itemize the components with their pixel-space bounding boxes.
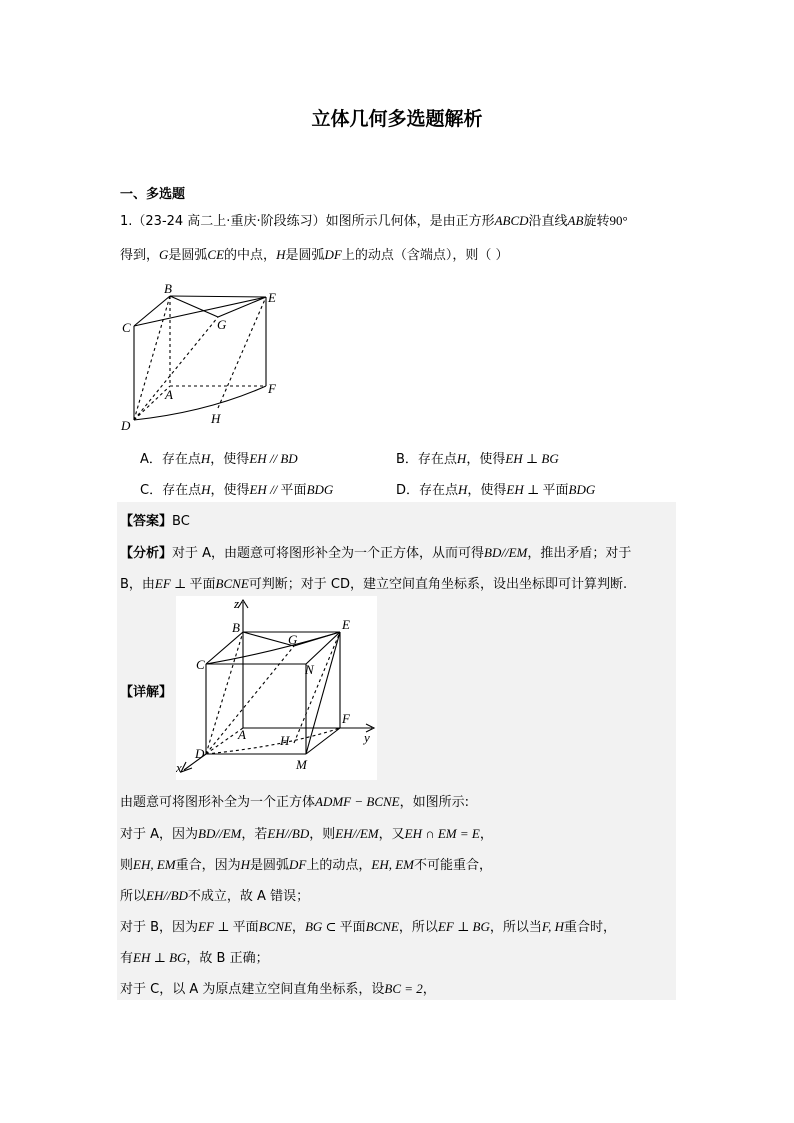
math-expr: EH // BD: [249, 451, 298, 466]
fig2-label: N: [305, 662, 314, 677]
math-ab: AB: [567, 213, 584, 228]
math-expr: BCNE: [258, 919, 292, 934]
math-h: H: [276, 247, 286, 262]
detail-text: 对于 C，以 A 为原点建立空间直角坐标系，设: [120, 982, 385, 997]
detail-text: ，如图所示:: [399, 795, 470, 810]
option-text: A．存在点: [140, 452, 201, 467]
math-h: H: [458, 482, 468, 497]
answer-value: BC: [172, 514, 190, 529]
math-expr: EH ⊥ BG: [505, 451, 559, 466]
detail-text: ，所以当: [489, 920, 542, 935]
detail-text: 对于 B，因为: [120, 920, 199, 935]
math-expr: BC = 2: [384, 981, 423, 996]
option-d: [396, 479, 595, 498]
detail-text: 是圆弧: [250, 858, 290, 873]
answer-line: [120, 510, 190, 529]
math-expr: H: [240, 857, 251, 872]
option-c: [140, 479, 333, 498]
math-expr: DF: [289, 857, 307, 872]
math-expr: EH ∩ EM = E: [404, 826, 480, 841]
detail-text: ，故 B 正确；: [186, 951, 269, 966]
detail-line-4: [120, 885, 309, 904]
detail-label: 【详解】: [120, 685, 173, 700]
analysis-text: B，由: [120, 577, 155, 592]
figure-solid: [118, 280, 288, 435]
math-arc-ce: CE: [207, 247, 225, 262]
section-heading: 一、多选题: [120, 187, 186, 202]
math-expr: EH//BD: [267, 826, 310, 841]
math-abcd: ABCD: [494, 213, 529, 228]
math-expr: EH, EM: [133, 857, 176, 872]
detail-text: 由题意可将图形补全为一个正方体: [120, 795, 316, 810]
math-expr: EH ⊥: [506, 482, 543, 497]
math-expr: BDG: [306, 482, 334, 497]
analysis-text: 平面: [189, 577, 216, 592]
option-text: 平面: [280, 483, 307, 498]
fig2-label: D: [195, 746, 205, 761]
math-angle: 90°: [609, 213, 628, 228]
detail-text: ，若: [241, 827, 268, 842]
fig2-label: H: [280, 733, 290, 748]
fig1-label: B: [164, 281, 172, 296]
fig1-label: C: [122, 320, 131, 335]
option-text: ，使得: [466, 452, 506, 467]
fig2-label: E: [342, 617, 350, 632]
detail-line-2: [120, 823, 493, 842]
option-text: 平面: [542, 483, 569, 498]
fig2-label: z: [234, 596, 240, 611]
math-h: H: [200, 451, 211, 466]
detail-text: 上的动点，: [306, 858, 372, 873]
page-title: 立体几何多选题解析: [311, 108, 483, 130]
fig2-label: x: [176, 760, 182, 775]
detail-text: ，则: [309, 827, 336, 842]
math-expr: BD//EM: [198, 826, 242, 841]
analysis-text: ，推出矛盾；对于: [527, 546, 632, 561]
math-expr: EF ⊥: [198, 919, 233, 934]
analysis-label: 【分析】: [120, 546, 173, 561]
option-a: [140, 448, 298, 467]
question-text: 沿直线: [528, 214, 568, 229]
math-expr: F, H: [541, 919, 565, 934]
fig1-label: H: [211, 411, 221, 426]
question-text: 得到，: [120, 248, 160, 263]
math-expr: EH //: [249, 482, 281, 497]
option-text: ，使得: [210, 452, 250, 467]
math-expr: EH ⊥ BG: [133, 950, 187, 965]
analysis-text: 可判断；对于 CD，建立空间直角坐标系，设出坐标即可计算判断.: [248, 577, 628, 592]
math-expr: BCNE: [215, 576, 249, 591]
fig2-label: A: [238, 727, 246, 742]
question-text: 旋转: [583, 214, 610, 229]
detail-text: ，又: [378, 827, 405, 842]
math-expr: EH, EM: [371, 857, 415, 872]
math-expr: EF ⊥ BG: [437, 919, 490, 934]
math-expr: BDG: [568, 482, 596, 497]
fig1-label: G: [217, 317, 227, 332]
question-text: 是圆弧: [168, 248, 208, 263]
detail-line-6: [120, 947, 269, 966]
detail-line-3: [120, 854, 492, 873]
fig2-label: G: [288, 632, 298, 647]
math-expr: ADMF − BCNE: [315, 794, 400, 809]
option-text: B．存在点: [396, 452, 457, 467]
math-g: G: [159, 247, 169, 262]
analysis-line-2: [120, 573, 627, 592]
fig2-label: M: [296, 757, 307, 772]
question-line-2: [120, 244, 508, 263]
detail-text: ，所以: [398, 920, 438, 935]
detail-text: ，: [479, 827, 493, 842]
math-expr: EH//EM: [335, 826, 379, 841]
math-arc-df: DF: [324, 247, 342, 262]
option-text: ，使得: [467, 483, 507, 498]
fig2-label: F: [342, 711, 350, 726]
detail-line-5: [120, 916, 616, 935]
detail-text: 所以: [120, 889, 147, 904]
math-expr: EH//BD: [146, 888, 188, 903]
answer-label: 【答案】: [120, 514, 173, 529]
math-expr: EF ⊥: [154, 576, 190, 591]
option-text: C．存在点: [140, 483, 202, 498]
detail-text: 平面: [232, 920, 259, 935]
question-text: 上的动点（含端点），则（ ）: [341, 248, 509, 263]
math-expr: BCNE: [365, 919, 399, 934]
detail-text: 平面: [339, 920, 366, 935]
question-line-1: [120, 210, 628, 229]
figure-cube: [176, 596, 377, 780]
math-h: H: [201, 482, 211, 497]
detail-text: 重合，因为: [175, 858, 241, 873]
question-text: 是圆弧: [285, 248, 325, 263]
analysis-text: 对于 A，由题意可将图形补全为一个正方体，从而可得: [172, 546, 485, 561]
option-text: ，使得: [210, 483, 250, 498]
math-expr: BD//EM: [484, 545, 528, 560]
question-text: 的中点，: [224, 248, 277, 263]
question-text: 1.（23-24 高二上·重庆·阶段练习）如图所示几何体，是由正方形: [120, 214, 495, 229]
option-text: D．存在点: [396, 483, 459, 498]
fig1-label: F: [268, 381, 276, 396]
detail-text: 不可能重合，: [414, 858, 493, 873]
detail-text: 重合时，: [564, 920, 617, 935]
detail-text: ，: [422, 982, 436, 997]
detail-text: 有: [120, 951, 134, 966]
detail-text: 对于 A，因为: [120, 827, 199, 842]
fig1-label: D: [121, 418, 131, 433]
fig2-label: y: [364, 730, 370, 745]
detail-text: 则: [120, 858, 134, 873]
math-expr: BG ⊂: [304, 919, 340, 934]
fig2-label: C: [196, 657, 205, 672]
detail-line-1: [120, 791, 469, 810]
detail-line-7: [120, 978, 436, 997]
detail-text: 不成立，故 A 错误；: [187, 889, 310, 904]
math-h: H: [456, 451, 467, 466]
fig1-label: A: [165, 387, 173, 402]
detail-text: ，: [291, 920, 305, 935]
analysis-line-1: [120, 542, 631, 561]
option-b: [396, 448, 559, 467]
fig1-label: E: [268, 290, 276, 305]
fig2-label: B: [232, 620, 240, 635]
